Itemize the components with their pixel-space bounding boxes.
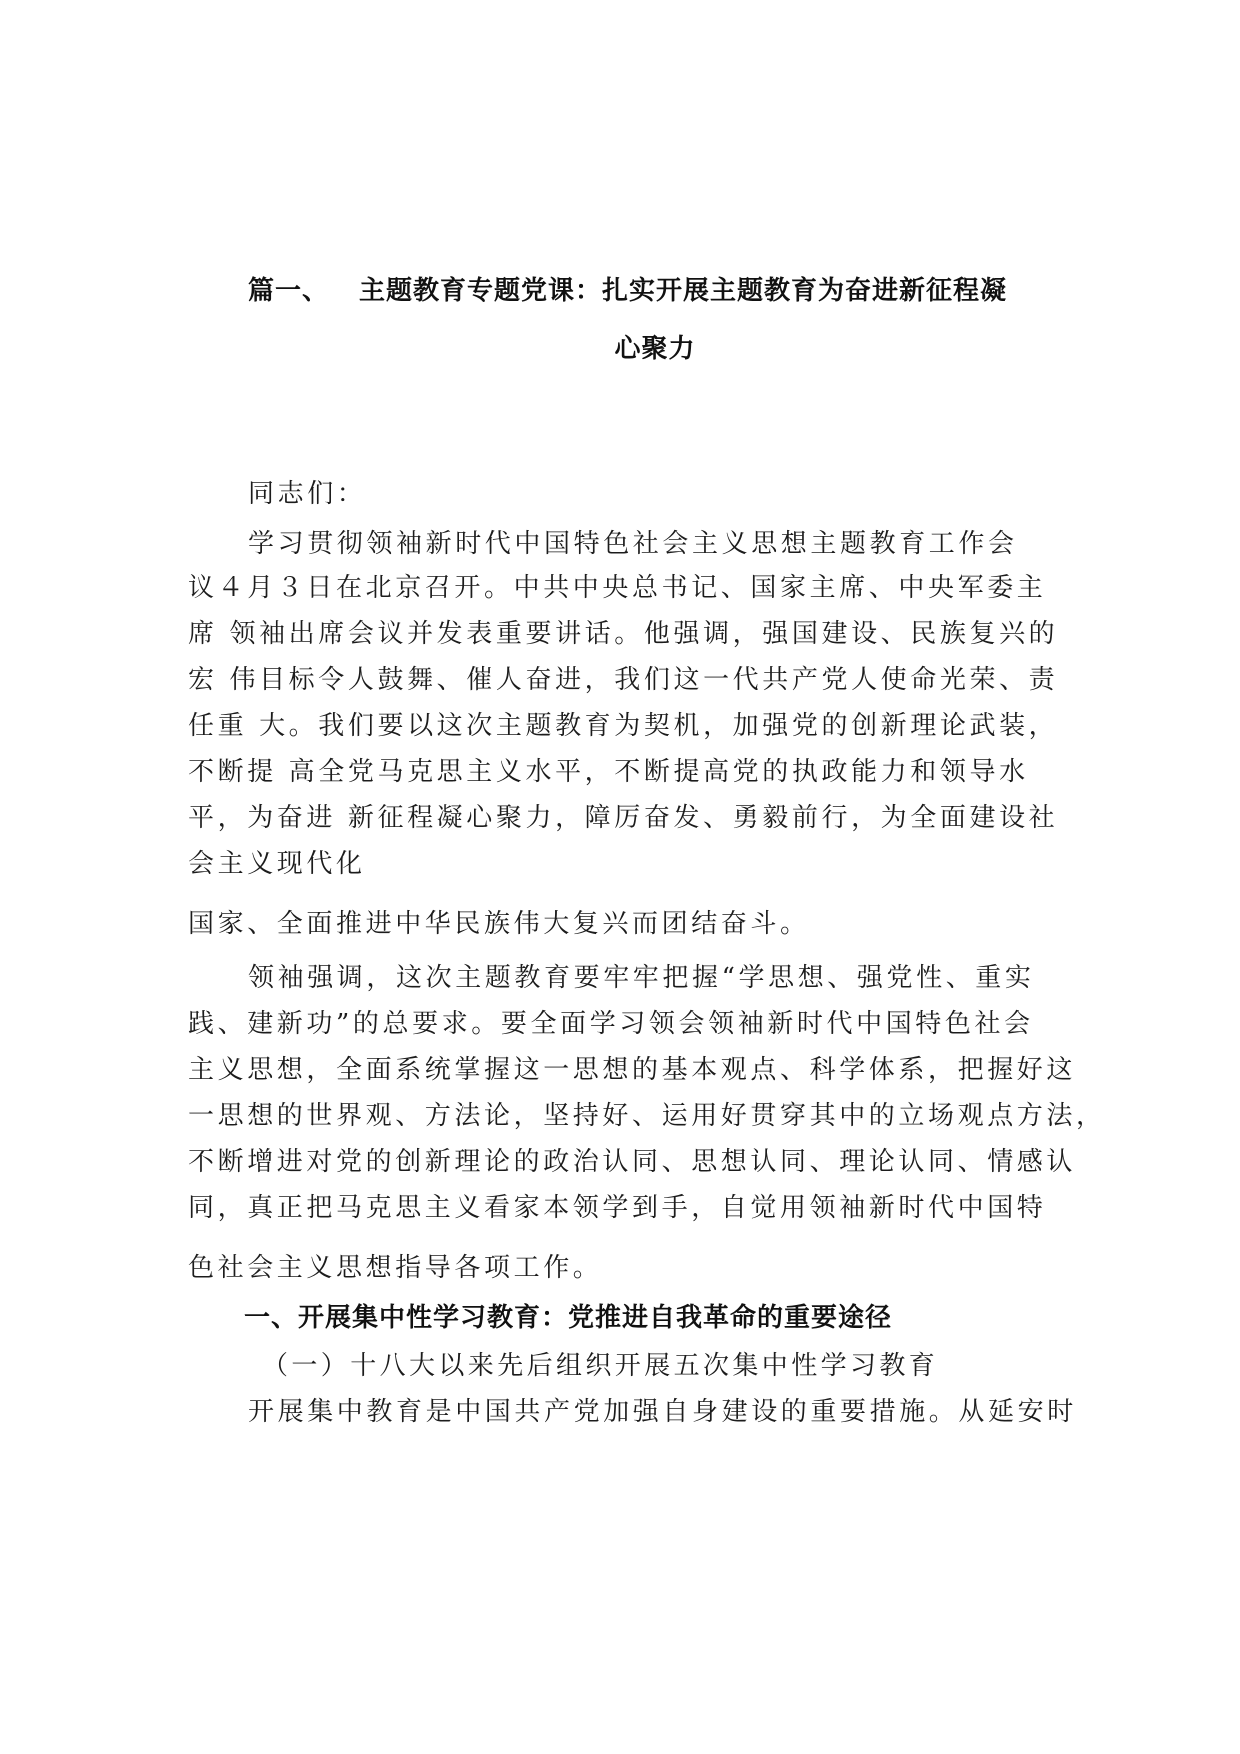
para1-line-7: 平，为奋进 新征程凝心聚力，障厉奋发、勇毅前行，为全面建设社 [188,803,1059,833]
para1-line-1: 学习贯彻领袖新时代中国特色社会主义思想主题教育工作会 [248,529,1018,559]
title-prefix: 篇一、 [248,276,330,306]
para2-line-1: 领袖强调，这次主题教育要牢牢把握“学思想、强党性、重实 [248,963,1035,993]
para1-line-8: 会主义现代化 [188,849,366,879]
para2-tail: 色社会主义思想指导各项工作。 [188,1253,603,1283]
section-1-subheading: （一）十八大以来先后组织开展五次集中性学习教育 [262,1351,939,1381]
para2-line-5: 不断增进对党的创新理论的政治认同、思想认同、理论认同、情感认 [188,1147,1077,1177]
title-line-1 [190,268,1090,314]
para1-tail: 国家、全面推进中华民族伟大复兴而团结奋斗。 [188,909,810,939]
para1-line-6: 不断提 高全党马克思主义水平，不断提高党的执政能力和领导水 [188,757,1029,787]
para1-line-3: 席 领袖出席会议并发表重要讲话。他强调，强国建设、民族复兴的 [188,619,1059,649]
title-line-2: 心聚力 [614,334,696,364]
para1-line-5: 任重 大。我们要以这次主题教育为契机，加强党的创新理论武装， [188,711,1059,741]
para2-line-2: 践、建新功”的总要求。要全面学习领会领袖新时代中国特色社会 [188,1009,1034,1039]
section-1-heading: 一、开展集中性学习教育：党推进自我革命的重要途径 [244,1303,893,1333]
para2-line-4: 一思想的世界观、方法论，坚持好、运用好贯穿其中的立场观点方法， [188,1101,1106,1131]
para2-line-3: 主义思想，全面系统掌握这一思想的基本观点、科学体系，把握好这 [188,1055,1077,1085]
document-title [190,268,1090,372]
para1-line-4: 宏 伟目标令人鼓舞、催人奋进，我们这一代共产党人使命光荣、责 [188,665,1059,695]
greeting: 同志们： [248,479,367,509]
section-1-para-line-1: 开展集中教育是中国共产党加强自身建设的重要措施。从延安时 [248,1397,1077,1427]
para1-line-2: 议４月３日在北京召开。中共中央总书记、国家主席、中央军委主 [188,573,1047,603]
title-main: 主题教育专题党课：扎实开展主题教育为奋进新征程凝 [359,276,1008,306]
para2-line-6: 同，真正把马克思主义看家本领学到手，自觉用领袖新时代中国特 [188,1193,1047,1223]
